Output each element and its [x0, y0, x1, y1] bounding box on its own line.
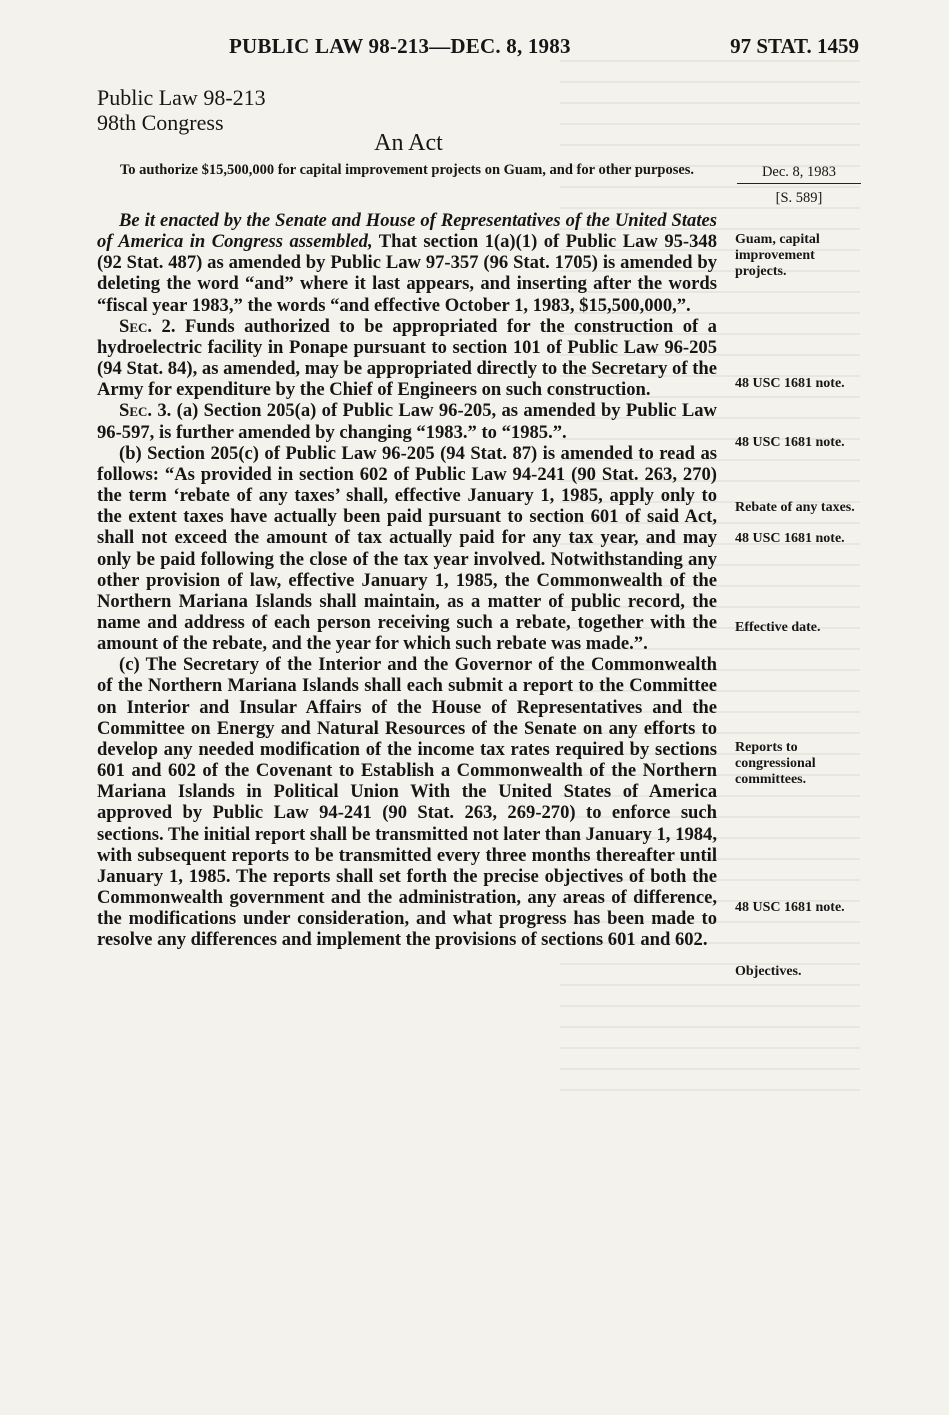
enacting-clause	[97, 210, 717, 316]
section-2	[97, 316, 717, 401]
side-note-usc-2: 48 USC 1681 note.	[735, 435, 845, 450]
margin-enactment-info	[737, 164, 861, 207]
side-note-usc-4: 48 USC 1681 note.	[735, 900, 845, 915]
section-2-label: Sec. 2.	[119, 315, 176, 337]
enactment-date: Dec. 8, 1983	[737, 164, 861, 184]
side-note-objectives: Objectives.	[735, 964, 802, 979]
senate-bill-number: [S. 589]	[775, 190, 823, 206]
side-note-effective-date: Effective date.	[735, 620, 821, 635]
header-law-date: PUBLIC LAW 98-213—DEC. 8, 1983	[229, 34, 571, 58]
header-stat-page: 97 STAT. 1459	[730, 34, 859, 58]
congress-number: 98th Congress	[97, 110, 224, 135]
side-note-usc-1: 48 USC 1681 note.	[735, 376, 845, 391]
act-purpose: To authorize $15,500,000 for capital improvement projects on Guam, and for other purposes.	[119, 162, 695, 178]
section-2-text: Funds authorized to be appropriated for the construction of a hydroelectric facility in Ponape pursuant to section 101 of Public Law 96-205 (94 Stat. 84), as amended, may be appropriated directly to the Secretary of the Army for expenditure by the Chief of Engineers on such construction.	[97, 315, 717, 401]
section-1-text: That section 1(a)(1) of Public Law 95-348 (92 Stat. 487) as amended by Public Law 97-357 (96 Stat. 1705) is amended by deleting the word “and” where it last appears, and inserting after the words “fiscal year 1983,” the words “and effective October 1, 1983, $15,500,000,”.	[97, 231, 717, 316]
section-3-label: Sec. 3.	[119, 400, 172, 422]
section-3a-text: (a) Section 205(a) of Public Law 96-205, as amended by Public Law 96-597, is further amended by changing “1983.” to “1985.”.	[97, 400, 717, 443]
section-3b: (b) Section 205(c) of Public Law 96-205 (94 Stat. 87) is amended to read as follows: “As provided in section 602 of Public Law 94-241 (90 Stat. 263, 270) the term ‘rebate of any taxes’ shall, effective January 1, 1985, apply only to the extent taxes have actually been paid pursuant to section 601 of said Act, shall not exceed the amount of tax actually paid for any tax year, and may only be paid following the close of the tax year involved. Notwithstanding any other provision of law, effective January 1, 1985, the Commonwealth of the Northern Mariana Islands shall maintain, as a matter of public record, the name and address of each person receiving such a rebate, together with the amount of the rebate, and the year for which such rebate was made.”.	[97, 442, 717, 655]
side-note-guam: Guam, capital improvement projects.	[735, 232, 820, 279]
law-number: Public Law 98-213	[97, 85, 266, 110]
statute-body	[97, 210, 717, 950]
act-title: An Act	[374, 130, 443, 156]
running-header	[0, 34, 949, 62]
side-note-rebate: Rebate of any taxes.	[735, 500, 855, 515]
act-heading	[0, 130, 949, 157]
law-identification	[97, 85, 266, 135]
section-3c: (c) The Secretary of the Interior and the Governor of the Commonwealth of the Northern Mariana Islands shall each submit a report to the Committee on Interior and Insular Affairs of the House of Representatives and the Committee on Energy and Natural Resources of the Senate on any efforts to develop any needed modification of the income tax rates required by sections 601 and 602 of the Covenant to Establish a Commonwealth of the Northern Mariana Islands in Political Union With the United States of America approved by Public Law 94-241 (90 Stat. 263, 269-270) to enforce such sections. The initial report shall be transmitted not later than January 1, 1984, with subsequent reports to be transmitted every three months thereafter until January 1, 1985. The reports shall set forth the precise objectives of both the Commonwealth government and the administration, any areas of difference, the modifications under consideration, and what progress has been made to resolve any differences and implement the provisions of sections 601 and 602.	[97, 654, 717, 951]
enacting-formula: Be it enacted by the Senate and House of Representatives of the United States of America in Congress assembled,	[97, 210, 717, 253]
section-3a	[97, 400, 717, 442]
side-note-reports: Reports to congressional committees.	[735, 740, 816, 787]
side-note-usc-3: 48 USC 1681 note.	[735, 531, 845, 546]
